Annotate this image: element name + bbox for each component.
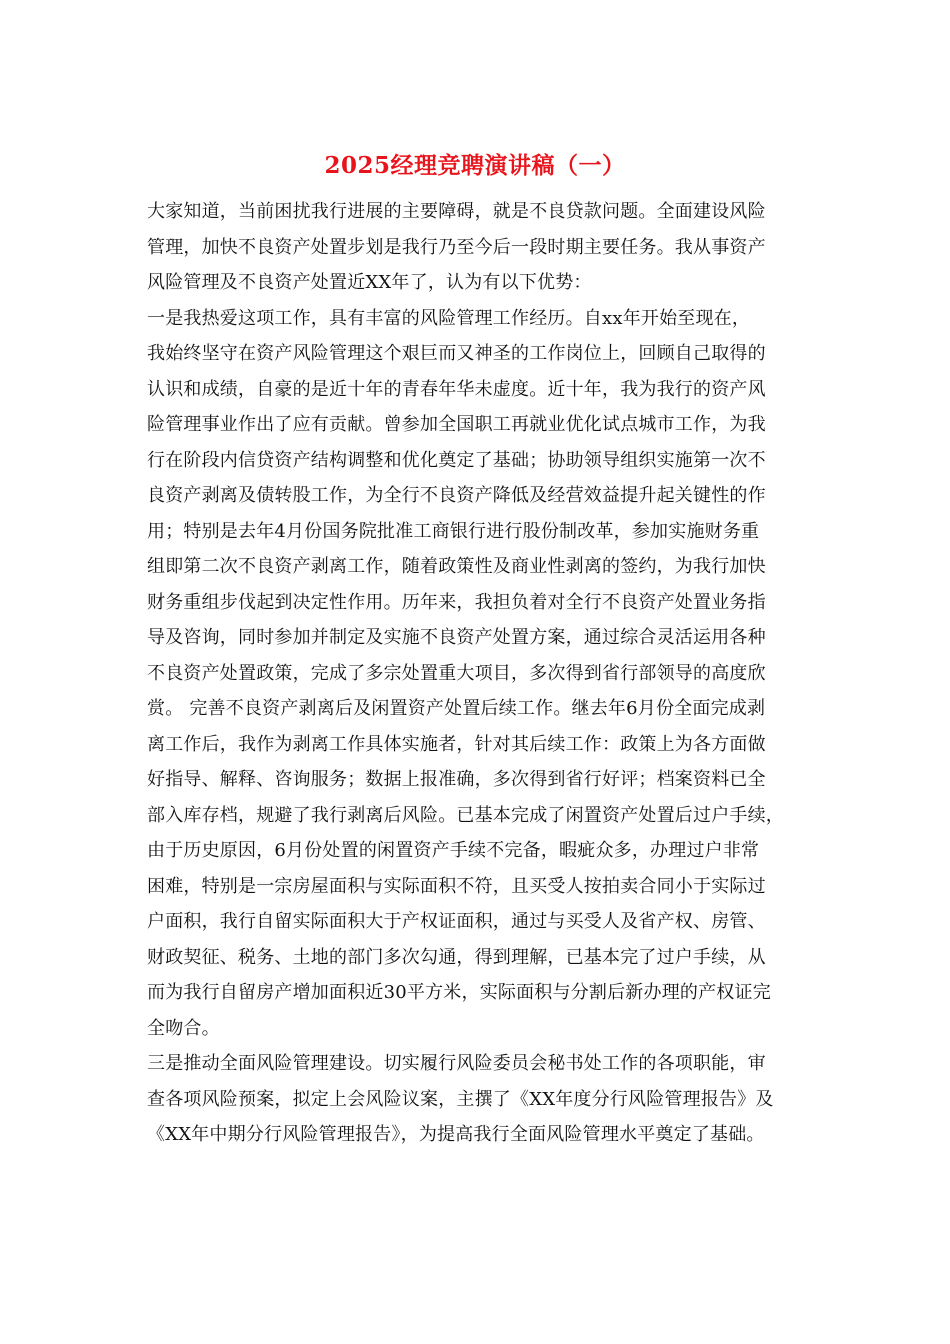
body-text-line: 赏。 完善不良资产剥离后及闲置资产处置后续工作。继去年6月份全面完成剥 [147,698,766,719]
body-text-line: 风险管理及不良资产处置近XX年了，认为有以下优势： [147,272,592,293]
document-body [147,194,807,1153]
body-text-line: 财政契征、税务、土地的部门多次勾通，得到理解，已基本完了过户手续，从 [147,946,766,968]
body-text-line: 三是推动全面风险管理建设。切实履行风险委员会秘书处工作的各项职能，审 [147,1053,766,1074]
body-text-line: 由于历史原因，6月份处置的闲置资产手续不完备，暇疵众多，办理过户非常 [147,840,760,861]
body-text-line: 部入库存档，规避了我行剥离后风险。已基本完成了闲置资产处置后过户手续， [147,804,784,826]
body-text-line: 导及咨询，同时参加并制定及实施不良资产处置方案，通过综合灵活运用各种 [147,627,766,648]
body-text-line: 认识和成绩，自豪的是近十年的青春年华未虚度。近十年，我为我行的资产风 [147,378,766,400]
document-title: 2025经理竞聘演讲稿（一） [324,152,626,179]
body-text-line: 《XX年中期分行风险管理报告》，为提高我行全面风险管理水平奠定了基础。 [147,1124,765,1145]
body-text-line: 困难，特别是一宗房屋面积与实际面积不符，且买受人按拍卖合同小于实际过 [147,875,766,897]
body-text-line: 全吻合。 [147,1017,220,1039]
body-text-line: 而为我行自留房产增加面积近30平方米，实际面积与分割后新办理的产权证完 [147,982,771,1003]
body-text-line: 财务重组步伐起到决定性作用。历年来，我担负着对全行不良资产处置业务指 [147,591,766,613]
body-text-line: 大家知道，当前困扰我行进展的主要障碍，就是不良贷款问题。全面建设风险 [147,201,766,222]
body-text-line: 户面积，我行自留实际面积大于产权证面积，通过与买受人及省产权、房管、 [147,911,766,932]
body-text-line: 好指导、解释、咨询服务；数据上报准确，多次得到省行好评；档案资料已全 [147,769,766,790]
body-text-line: 用；特别是去年4月份国务院批准工商银行进行股份制改革，参加实施财务重 [147,520,760,542]
body-text-line: 离工作后，我作为剥离工作具体实施者，针对其后续工作：政策上为各方面做 [147,733,766,755]
body-text-line: 管理，加快不良资产处置步划是我行乃至今后一段时期主要任务。我从事资产 [147,236,766,258]
body-text-line: 不良资产处置政策，完成了多宗处置重大项目，多次得到省行部领导的高度欣 [147,662,766,684]
body-text-line: 组即第二次不良资产剥离工作，随着政策性及商业性剥离的签约，为我行加快 [147,556,766,577]
body-text-line: 我始终坚守在资产风险管理这个艰巨而又神圣的工作岗位上，回顾自己取得的 [147,343,766,364]
body-text-line: 查各项风险预案，拟定上会风险议案，主撰了《XX年度分行风险管理报告》及 [147,1088,774,1110]
body-text-line: 一是我热爱这项工作，具有丰富的风险管理工作经历。自xx年开始至现在， [147,307,751,329]
body-text-line: 行在阶段内信贷资产结构调整和优化奠定了基础；协助领导组织实施第一次不 [147,449,766,471]
body-text-line: 险管理事业作出了应有贡献。曾参加全国职工再就业优化试点城市工作，为我 [147,414,766,435]
body-text-line: 良资产剥离及债转股工作，为全行不良资产降低及经营效益提升起关键性的作 [147,485,766,506]
